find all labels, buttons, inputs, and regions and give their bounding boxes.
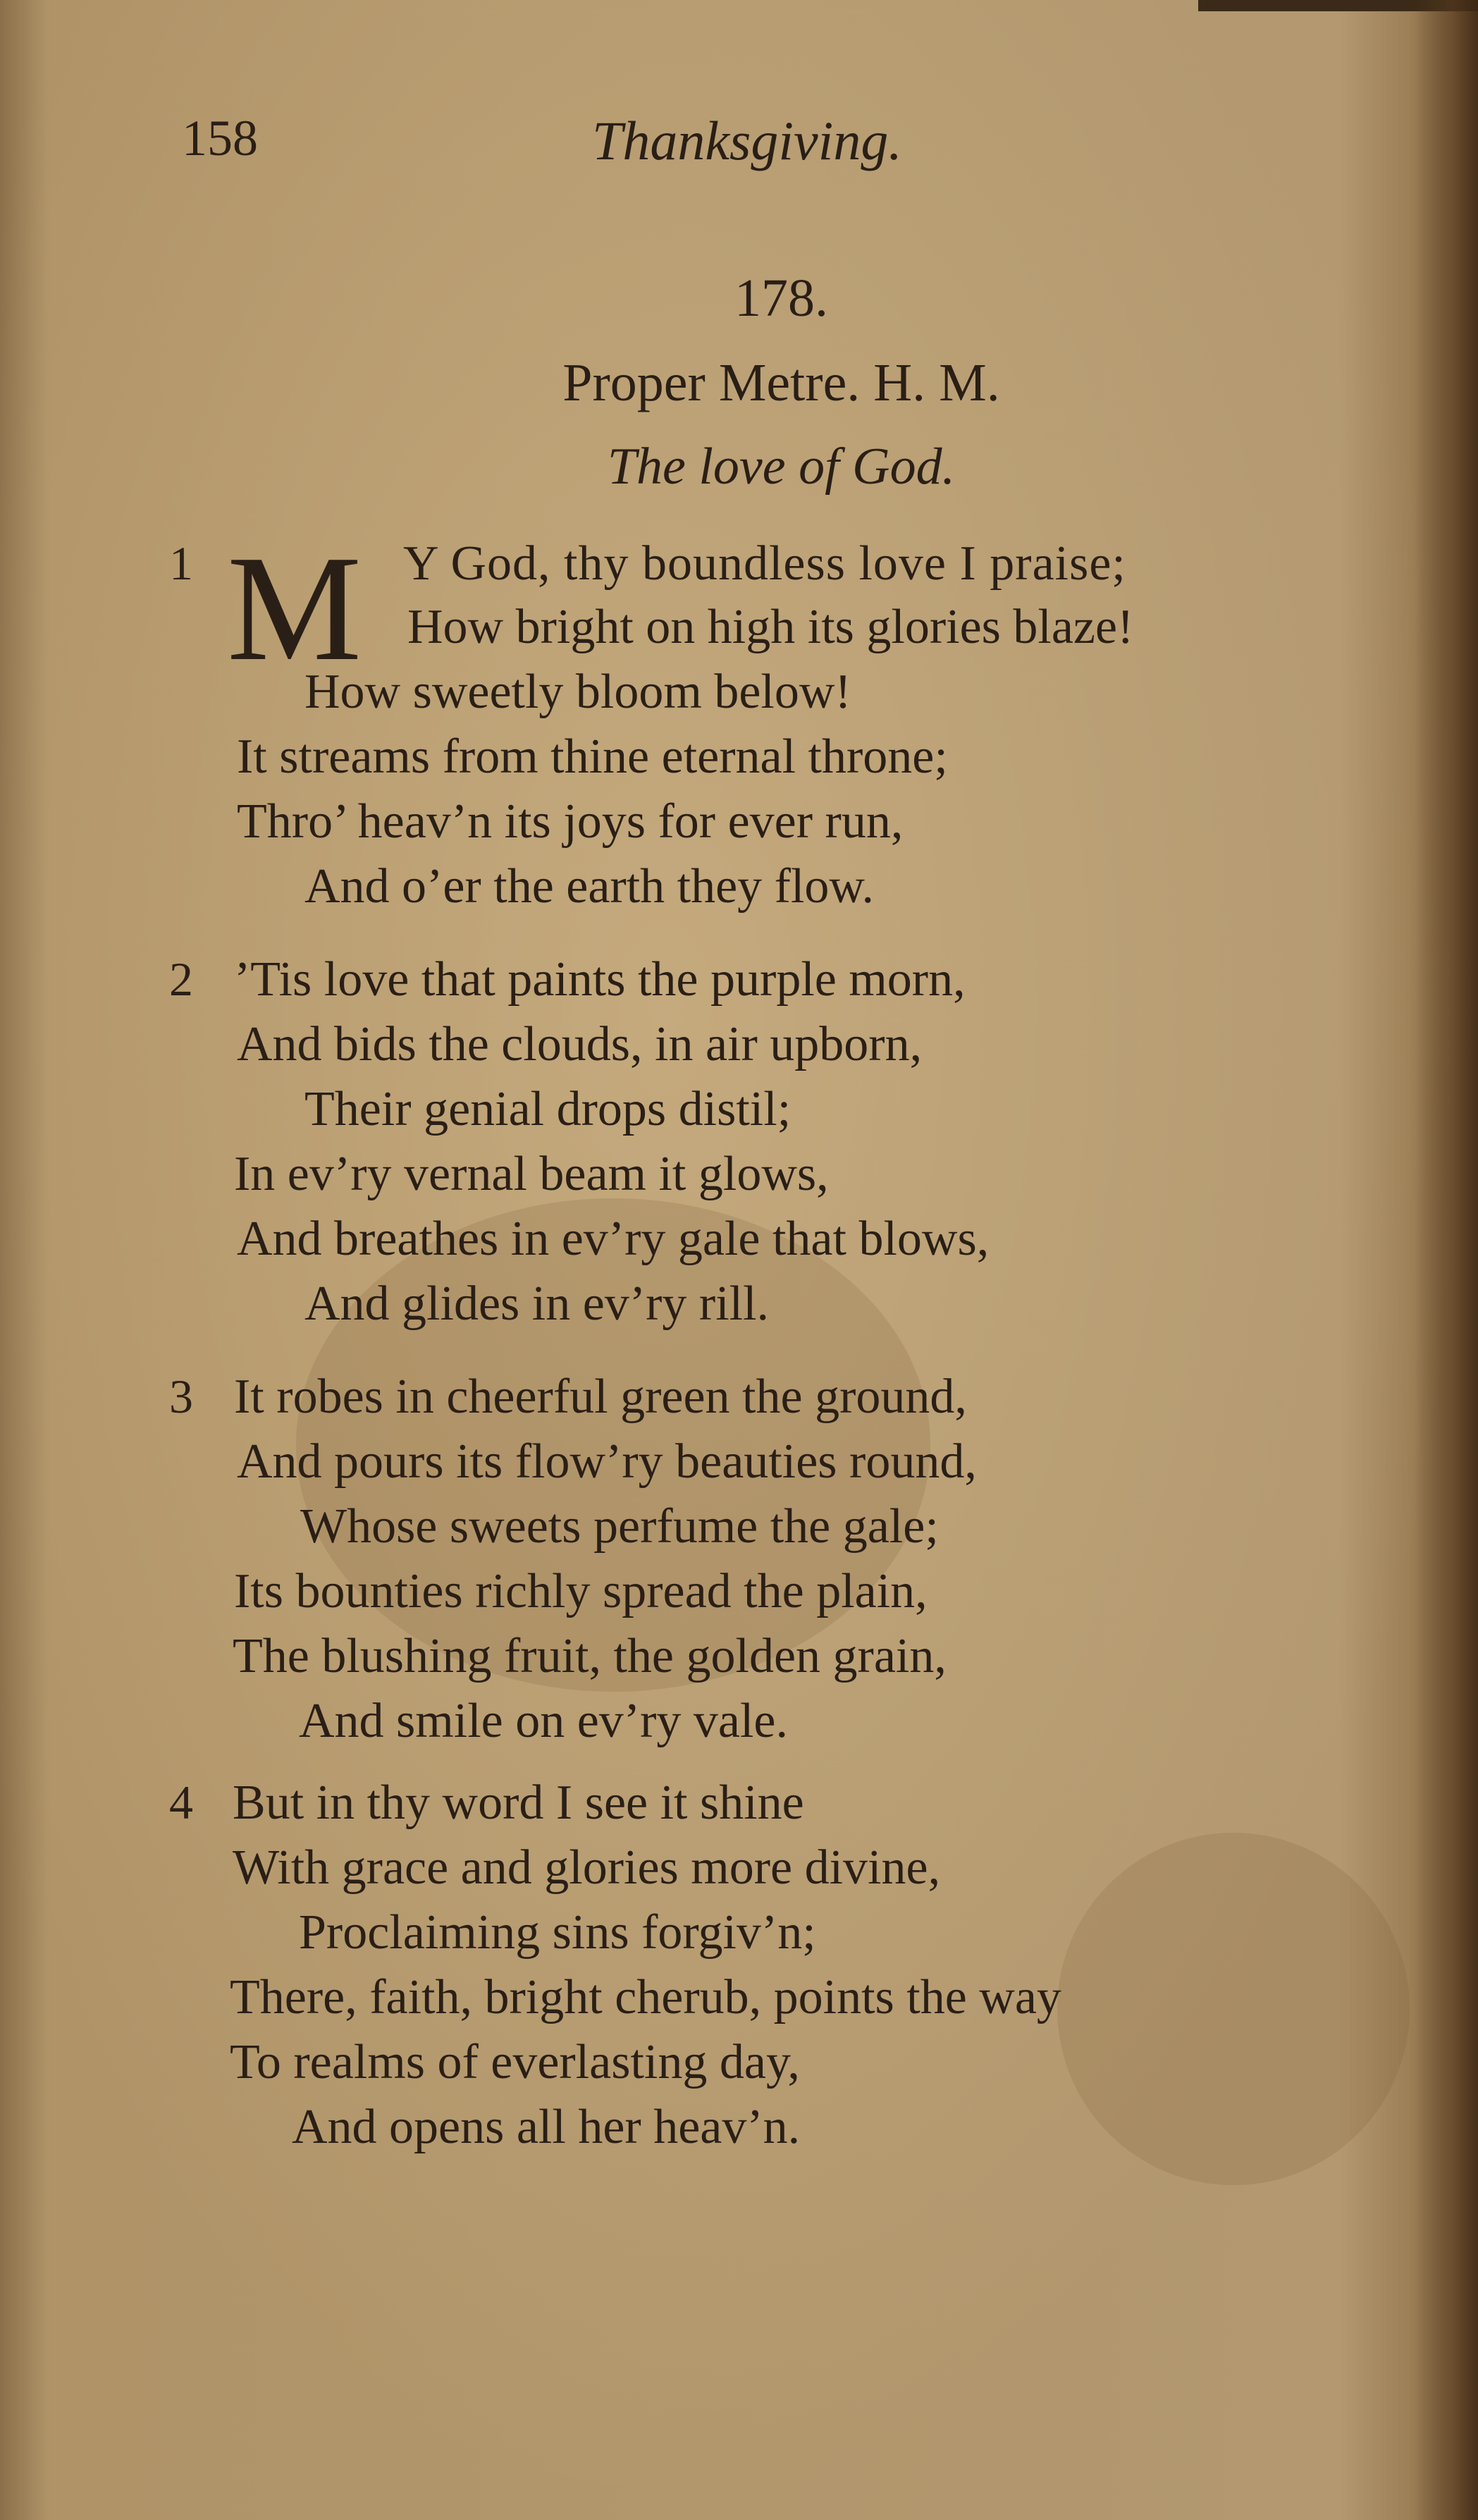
running-title: Thanksgiving.	[592, 110, 902, 171]
verse-number: 2	[169, 952, 193, 1006]
verse-line: And bids the clouds, in air upborn,	[237, 1017, 923, 1071]
verse-line: In ev’ry vernal beam it glows,	[234, 1147, 829, 1201]
verse-line: Proclaiming sins forgiv’n;	[299, 1905, 816, 1960]
verse-line: There, faith, bright cherub, points the way	[230, 1970, 1061, 2024]
verse-line: ’Tis love that paints the purple morn,	[234, 952, 966, 1007]
hymn-metre: Proper Metre. H. M.	[562, 353, 1000, 412]
verse-line: But in thy word I see it shine	[233, 1776, 804, 1830]
verse-line: Whose sweets perfume the gale;	[300, 1499, 939, 1554]
verse-line: How bright on high its glories blaze!	[407, 600, 1134, 654]
verse-line: To realms of everlasting day,	[230, 2035, 800, 2089]
hymn-subtitle: The love of God.	[607, 438, 956, 496]
verse-line: Thro’ heav’n its joys for ever run,	[237, 794, 904, 849]
verse-line: And glides in ev’ry rill.	[304, 1277, 770, 1331]
verse-line: It streams from thine eternal throne;	[237, 730, 948, 784]
verse-number: 3	[169, 1370, 193, 1423]
verse-number: 4	[169, 1776, 193, 1829]
verse-line: And pours its flow’ry beauties round,	[237, 1434, 977, 1489]
verse-line: Their genial drops distil;	[304, 1082, 792, 1136]
verse-line: And smile on ev’ry vale.	[299, 1694, 788, 1748]
paper-stain	[1057, 1833, 1410, 2185]
verse-number: 1	[169, 536, 193, 590]
verse-line: Y God, thy boundless love I praise;	[403, 536, 1126, 591]
verse-line: And breathes in ev’ry gale that blows,	[237, 1212, 990, 1266]
verse-line: How sweetly bloom below!	[304, 665, 851, 719]
hymn-number: 178.	[734, 269, 828, 328]
verse-line: And o’er the earth they flow.	[304, 859, 874, 914]
verse-line: And opens all her heav’n.	[292, 2100, 801, 2154]
drop-cap: M	[227, 524, 362, 692]
verse-line: With grace and glories more divine,	[233, 1840, 941, 1895]
verse-line: It robes in cheerful green the ground,	[234, 1370, 967, 1424]
page-number: 158	[182, 110, 258, 166]
page-header	[0, 109, 1478, 187]
verse-line: The blushing fruit, the golden grain,	[233, 1629, 947, 1683]
verse-line: Its bounties richly spread the plain,	[234, 1564, 928, 1618]
